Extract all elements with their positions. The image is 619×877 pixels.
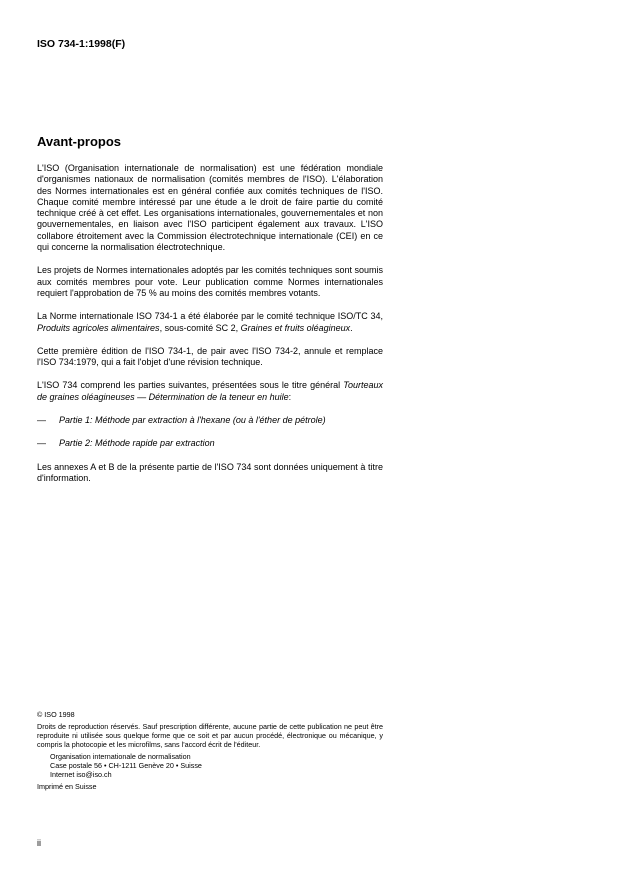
committee-period: . bbox=[350, 322, 353, 333]
committee-text: La Norme internationale ISO 734-1 a été élaborée par le comité technique ISO/TC 34, bbox=[37, 311, 383, 322]
rights-notice: Droits de reproduction réservés. Sauf prescription différente, aucune partie de cette publication ne peut être reproduite ni utilisée sous quelque forme que ce soit et par aucun procédé, électronique ou mécanique, y compris la photocopie et les microfilms, sans l'accord écrit de l'éditeur. bbox=[37, 722, 383, 749]
printed-in: Imprimé en Suisse bbox=[37, 782, 97, 791]
paragraph-committee bbox=[37, 311, 383, 334]
copyright-line: © ISO 1998 bbox=[37, 710, 75, 719]
parts-intro-text: L'ISO 734 comprend les parties suivantes, présentées sous le titre général bbox=[37, 380, 344, 391]
general-title: Tourteaux de graines oléagineuses — Détermination de la teneur en huile bbox=[37, 380, 383, 402]
list-item bbox=[37, 438, 383, 449]
paragraph-draft-standards: Les projets de Normes internationales adoptés par les comités techniques sont soumis aux comités membres pour vote. Leur publication comme Normes internationales requiert l'approbation de 75 % au moins des comités membres votants. bbox=[37, 265, 383, 298]
list-dash: — bbox=[37, 415, 46, 426]
organisation-name: Organisation internationale de normalisation bbox=[50, 752, 191, 761]
foreword-body bbox=[37, 163, 383, 496]
postal-address: Case postale 56 • CH-1211 Genève 20 • Suisse bbox=[50, 761, 202, 770]
list-dash: — bbox=[37, 438, 46, 449]
page-number: ii bbox=[37, 838, 41, 848]
document-header: ISO 734-1:1998(F) bbox=[37, 38, 126, 50]
paragraph-iso-overview: L'ISO (Organisation internationale de normalisation) est une fédération mondiale d'organismes nationaux de normalisation (comités membres de l'ISO). L'élaboration des Normes internationales est en général confiée aux comités techniques de l'ISO. Chaque comité membre intéressé par une étude a le droit de faire partie du comité technique créé à cet effet. Les organisations internationales, gouvernementales et non gouvernementales, en liaison avec l'ISO participent également aux travaux. L'ISO collabore étroitement avec la Commission électrotechnique internationale (CEI) en ce qui concerne la normalisation électrotechnique. bbox=[37, 163, 383, 253]
list-item-text: Partie 2: Méthode rapide par extraction bbox=[59, 438, 215, 449]
copyright-footer bbox=[37, 710, 383, 791]
paragraph-annexes: Les annexes A et B de la présente partie de l'ISO 734 sont données uniquement à titre d'information. bbox=[37, 461, 383, 483]
list-item bbox=[37, 415, 383, 426]
subcommittee-text: , sous-comité SC 2, bbox=[159, 322, 241, 333]
section-title: Avant-propos bbox=[37, 134, 122, 149]
committee-name: Produits agricoles alimentaires bbox=[37, 322, 160, 333]
internet-address: Internet iso@iso.ch bbox=[50, 770, 112, 779]
paragraph-edition: Cette première édition de l'ISO 734-1, de pair avec l'ISO 734-2, annule et remplace l'ISO 734:1979, qui a fait l'objet d'une révision technique. bbox=[37, 345, 383, 368]
parts-intro-colon: : bbox=[288, 391, 292, 402]
paragraph-parts-intro bbox=[37, 380, 383, 403]
list-item-text: Partie 1: Méthode par extraction à l'hexane (ou à l'éther de pétrole) bbox=[59, 415, 326, 426]
subcommittee-name: Graines et fruits oléagineux bbox=[240, 322, 351, 333]
